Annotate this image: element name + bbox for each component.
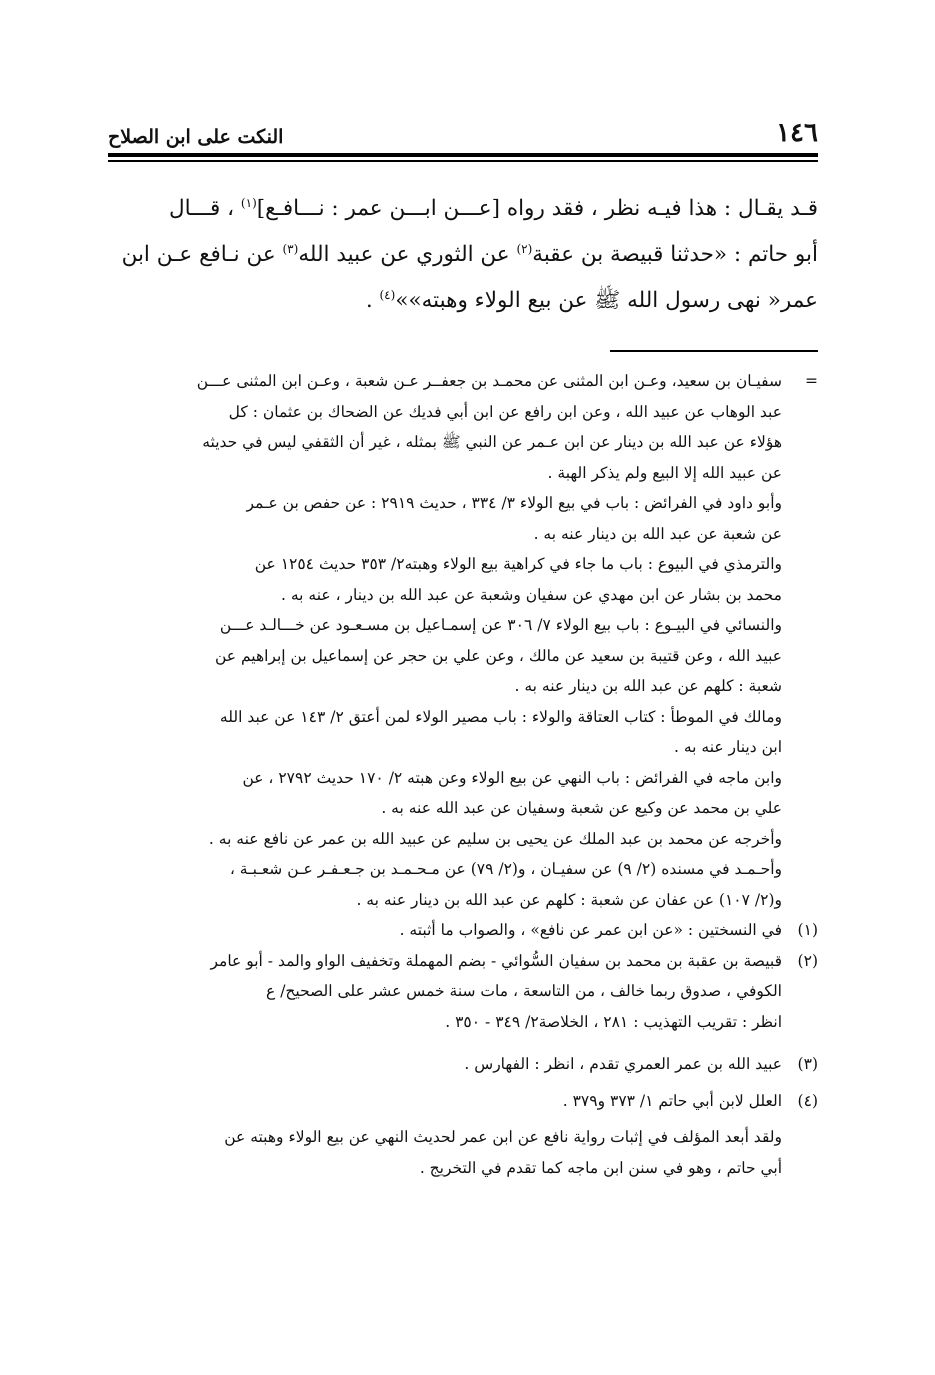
page-number: ١٤٦	[776, 118, 818, 148]
footnote-marker: (٢)	[797, 951, 818, 970]
footnote-ref: (٢)	[516, 241, 533, 256]
footnote-line: والنسائي في البيـوع : باب بيع الولاء ٧/ ٣٠٦ عن إسمـاعيل بن مسـعـود عن خـــالـد عـــن	[219, 616, 782, 634]
footnote-4	[108, 1086, 818, 1117]
footnote-marker: (١)	[797, 921, 818, 939]
footnote-marker: (٣)	[797, 1055, 818, 1073]
footnote-line: أبي حاتم ، وهو في سنن ابن ماجه كما تقدم في التخريج .	[419, 1158, 782, 1177]
footnote-line: عن عبيد الله إلا البيع ولم يذكر الهبة .	[547, 463, 782, 482]
footnote-ref: (١)	[240, 195, 257, 210]
footnote-line: عبد الوهاب عن عبيد الله ، وعن ابن رافع عن ابن أبي فديك عن الضحاك بن عثمان : كل	[228, 402, 782, 421]
footnote-line: و(٢/ ١٠٧) عن عفان عن شعبة : كلهم عن عبد الله بن دينار عنه به .	[356, 890, 782, 909]
footnote-2	[108, 946, 818, 1038]
running-header	[108, 118, 818, 148]
footnote-line: وأبو داود في الفرائض : باب في بيع الولاء ٣/ ٣٣٤ ، حديث ٢٩١٩ : عن حفص بن عـمر	[246, 494, 782, 512]
footnote-closing	[108, 1122, 818, 1183]
footnote-line: وأحـمـد في مسنده (٢/ ٩) عن سفيـان ، و(٢/ ٧٩) عن مـحـمـد بن جـعـفـر عـن شعـبـة ،	[229, 860, 782, 878]
main-line: قـد يقـال : هذا فيـه نظر ، فقد رواه [عـــن ابـــن عمر : نـــافـع]$^{(١)}$ ، قـــال	[168, 195, 818, 221]
footnote-ref: (٣)	[282, 241, 299, 256]
footnote-line: عن شعبة عن عبد الله بن دينار عنه به .	[533, 524, 782, 543]
footnote-line: عبيد الله بن عمر العمري تقدم ، انظر : الفهارس .	[464, 1055, 782, 1073]
footnote-line: وابن ماجه في الفرائض : باب النهي عن بيع الولاء وعن هبته ٢/ ١٧٠ حديث ٢٧٩٢ ، عن	[242, 768, 782, 787]
main-text	[108, 186, 818, 324]
footnote-separator	[610, 350, 818, 352]
footnote-3	[108, 1049, 818, 1080]
footnote-marker: (٤)	[797, 1091, 818, 1110]
footnote-line: ولقد أبعد المؤلف في إثبات رواية نافع عن ابن عمر لحديث النهي عن بيع الولاء وهبته عن	[224, 1128, 782, 1146]
header-rule-thick	[108, 153, 818, 157]
header-rule-thin	[108, 160, 818, 162]
footnote-line: قبيصة بن عقبة بن محمد بن سفيان السُّوائي - بضم المهملة وتخفيف الواو والمد - أبو عامر	[210, 951, 782, 970]
footnote-line: عبيد الله ، وعن قتيبة بن سعيد عن مالك ، وعن علي بن حجر عن إسماعيل بن إبراهيم عن	[214, 646, 782, 665]
footnote-line: انظر : تقريب التهذيب : ٢٨١ ، الخلاصة٢/ ٣٤٩ - ٣٥٠ .	[445, 1012, 782, 1031]
footnote-line: في النسختين : «عن ابن عمر عن نافع» ، والصواب ما أثبته .	[399, 921, 782, 939]
continuation-marker: =	[805, 372, 818, 390]
main-line: أبو حاتم : «حدثنا قبيصة بن عقبة$^{(٢)}$ عن الثوري عن عبيد الله$^{(٣)}$ عن نـافع عـن ابن	[121, 241, 818, 267]
footnote-1	[108, 915, 818, 946]
footnote-line: الكوفي ، صدوق ربما خالف ، من التاسعة ، مات سنة خمس عشر على الصحيح/ ع	[266, 982, 782, 1000]
footnote-line: العلل لابن أبي حاتم ١/ ٣٧٣ و٣٧٩ .	[562, 1091, 782, 1110]
footnote-line: والترمذي في البيوع : باب ما جاء في كراهية بيع الولاء وهبته٢/ ٣٥٣ حديث ١٢٥٤ عن	[254, 555, 782, 573]
footnote-line: شعبة : كلهم عن عبد الله بن دينار عنه به .	[514, 677, 782, 695]
footnote-ref: (٤)	[379, 287, 396, 302]
footnote-line: هؤلاء عن عبد الله بن دينار عن ابن عـمر عن النبي ﷺ بمثله ، غير أن الثقفي ليس في حديثه	[202, 433, 782, 451]
footnote-line: سفيـان بن سعيد، وعـن ابن المثنى عن محمـد بن جعفــر عـن شعبة ، وعـن ابن المثنى عـــن	[196, 372, 782, 390]
footnote-line: وأخرجه عن محمد بن عبد الملك عن يحيى بن سليم عن عبيد الله بن عمر عن نافع عنه به .	[208, 829, 782, 848]
footnote-line: محمد بن بشار عن ابن مهدي عن سفيان وشعبة عن عبد الله بن دينار ، عنه به .	[281, 585, 782, 604]
footnote-spacer	[108, 1037, 818, 1049]
footnotes	[108, 366, 818, 1183]
footnote-line: ومالك في الموطأ : كتاب العتاقة والولاء : باب مصير الولاء لمن أعتق ٢/ ١٤٣ عن عبد الله	[219, 707, 782, 726]
running-title: النكت على ابن الصلاح	[108, 126, 284, 148]
footnote-continuation	[108, 366, 818, 915]
main-line: عمر« نهى رسول الله ﷺ عن بيع الولاء وهبته»»$^{(٤)}$ .	[365, 287, 818, 313]
footnote-line: علي بن محمد عن وكيع عن شعبة وسفيان عن عبد الله عنه به .	[381, 799, 782, 817]
footnote-line: ابن دينار عنه به .	[673, 738, 782, 756]
